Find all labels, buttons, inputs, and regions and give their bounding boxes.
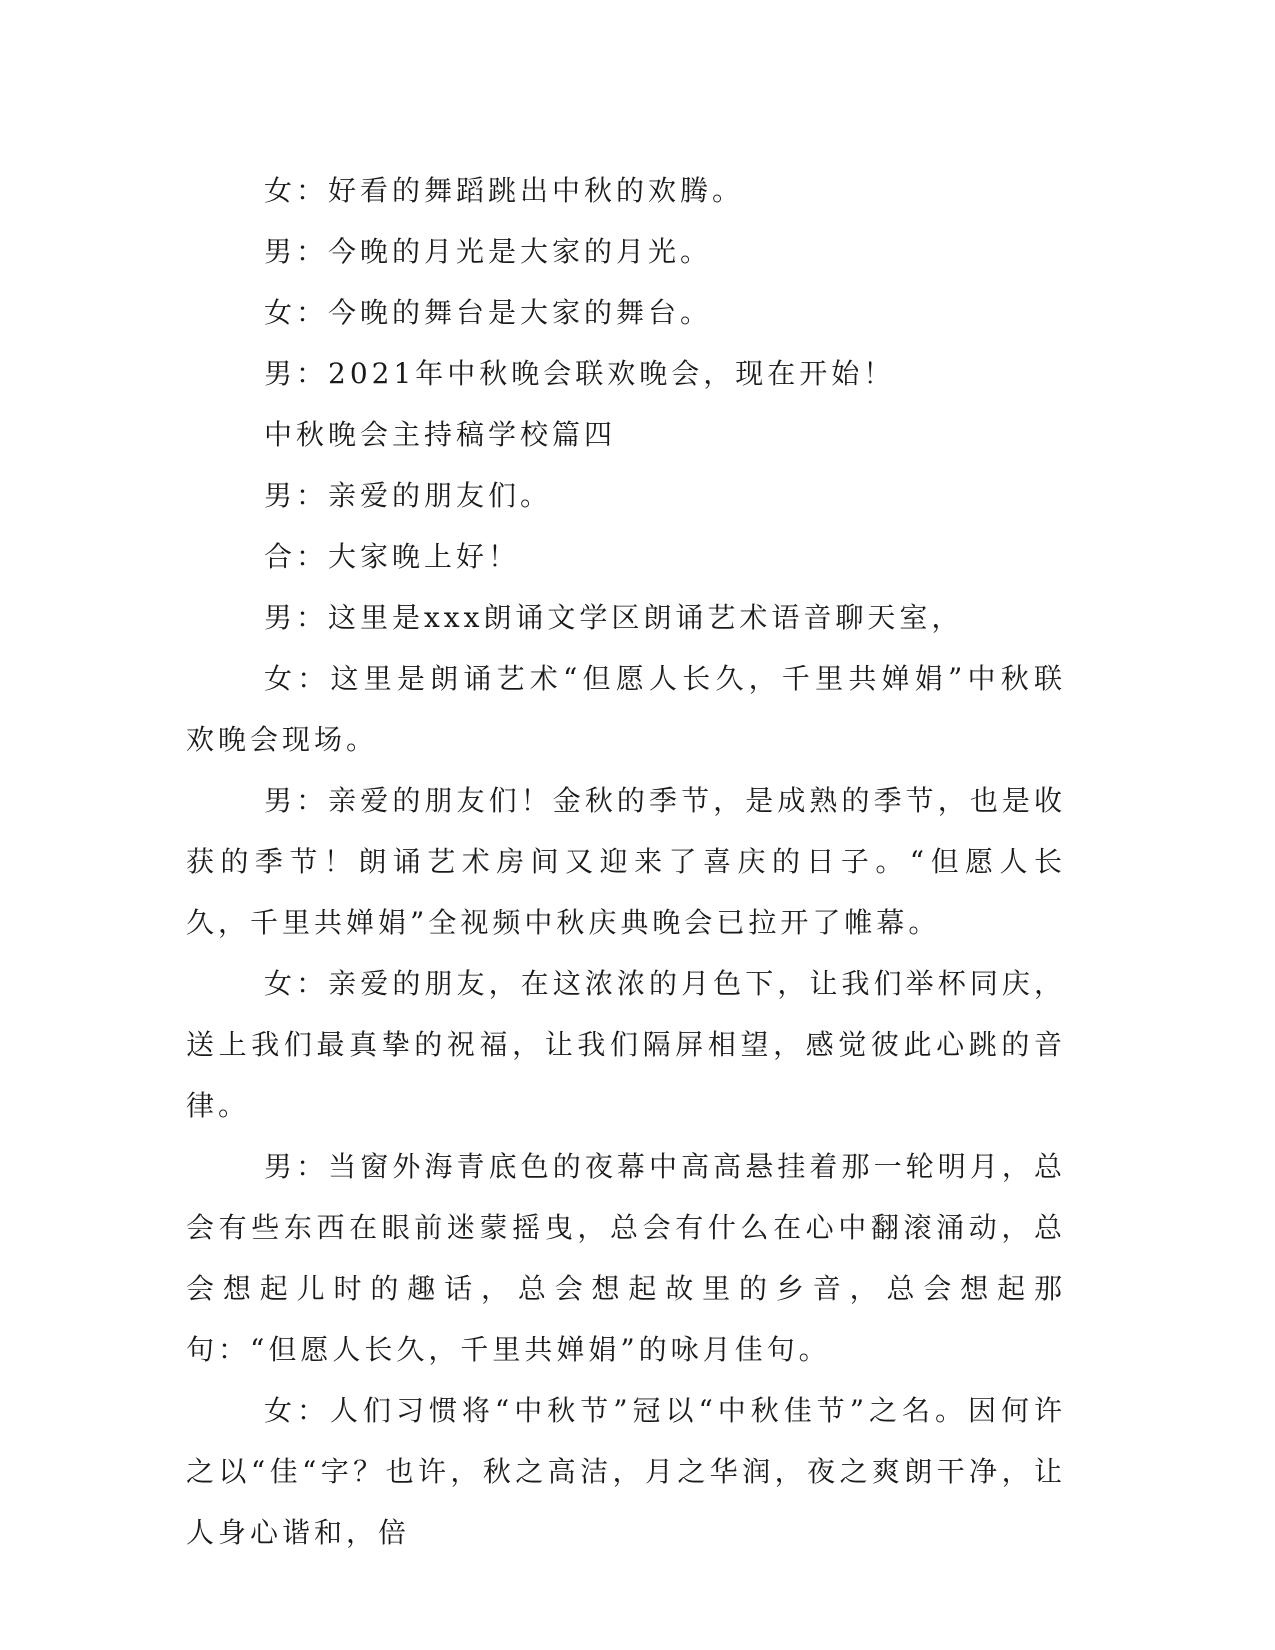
paragraph: 男：亲爱的朋友们！金秋的季节，是成熟的季节，也是收获的季节！朗诵艺术房间又迎来了喜庆的日子。“但愿人长久，千里共婵娟”全视频中秋庆典晚会已拉开了帷幕。 [186, 784, 1066, 939]
document-body [186, 160, 1066, 1563]
paragraph: 男：当窗外海青底色的夜幕中高高悬挂着那一轮明月，总会有些东西在眼前迷蒙摇曳，总会有什么在心中翻滚涌动，总会想起儿时的趣话，总会想起故里的乡音，总会想起那句：“但愿人长久，千里共婵娟”的咏月佳句。 [186, 1150, 1066, 1366]
paragraph: 女：这里是朗诵艺术“但愿人长久，千里共婵娟”中秋联欢晚会现场。 [186, 662, 1066, 756]
paragraph: 女：好看的舞蹈跳出中秋的欢腾。 [264, 174, 745, 207]
paragraph: 男：亲爱的朋友们。 [264, 479, 553, 512]
paragraph: 女：今晚的舞台是大家的舞台。 [264, 296, 713, 329]
paragraph: 合：大家晚上好！ [264, 540, 521, 573]
paragraph: 女：人们习惯将“中秋节”冠以“中秋佳节”之名。因何许之以“佳“字？也许，秋之高洁，月之华润，夜之爽朗干净，让人身心谐和，倍 [186, 1394, 1066, 1549]
section-heading: 中秋晚会主持稿学校篇四 [264, 418, 617, 451]
paragraph: 女：亲爱的朋友，在这浓浓的月色下，让我们举杯同庆，送上我们最真挚的祝福，让我们隔屏相望，感觉彼此心跳的音律。 [186, 967, 1066, 1122]
paragraph: 男：2021年中秋晚会联欢晚会，现在开始！ [264, 357, 896, 390]
paragraph: 男：今晚的月光是大家的月光。 [264, 235, 713, 268]
paragraph: 男：这里是xxx朗诵文学区朗诵艺术语音聊天室， [264, 601, 964, 634]
